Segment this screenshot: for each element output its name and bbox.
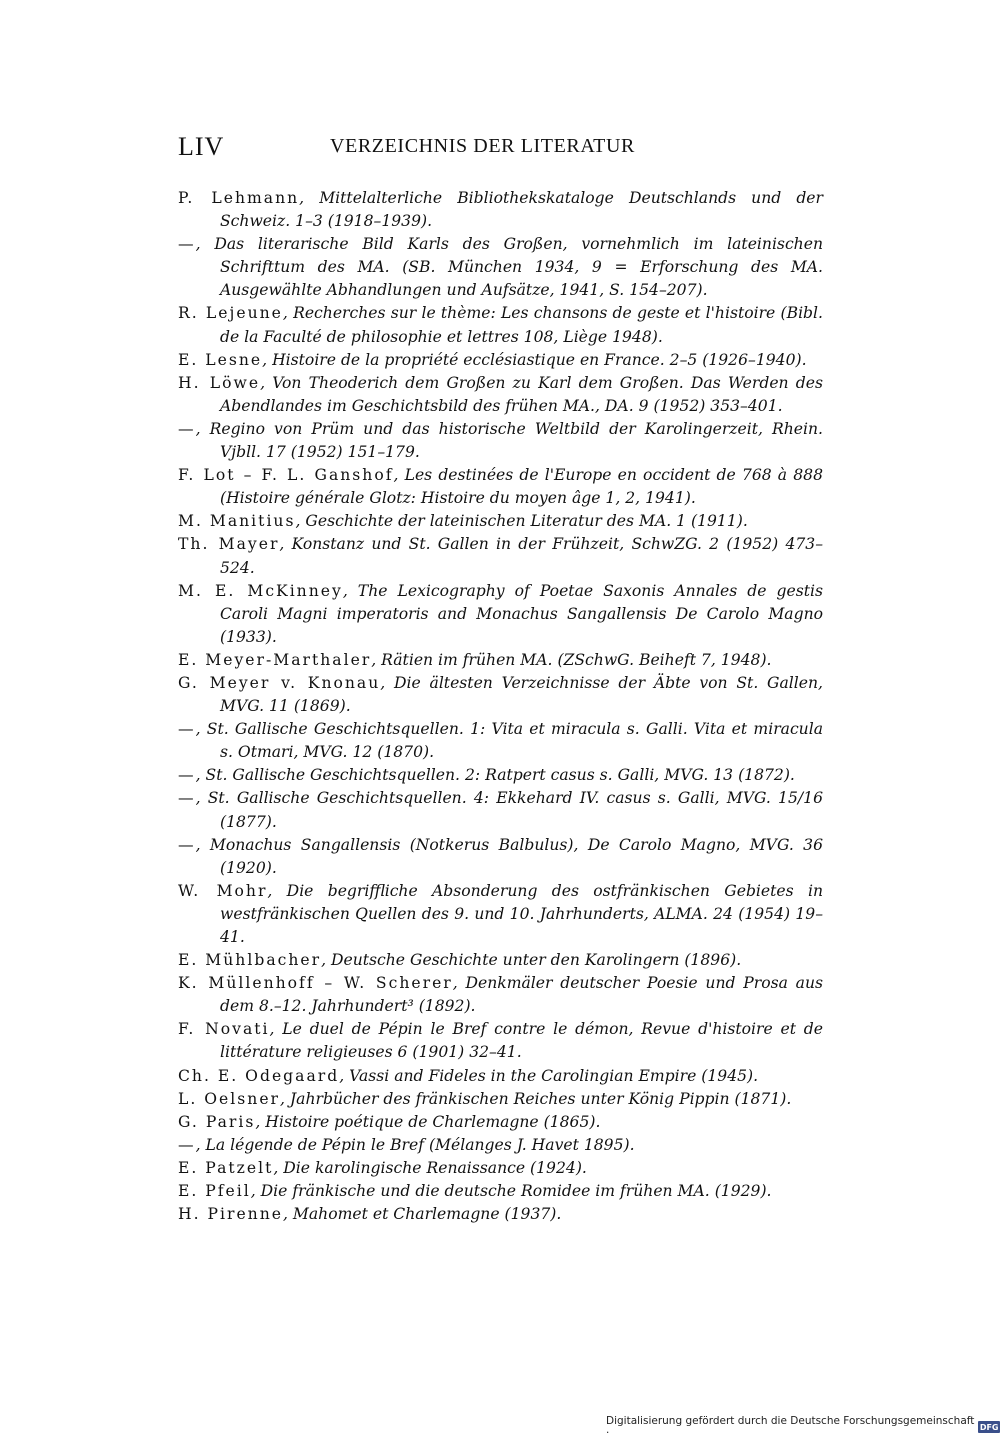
footer bbox=[606, 1415, 1000, 1439]
entry-citation: , Recherches sur le thème: Les chansons de geste et l'histoire (Bibl. de la Faculté de philosophie et lettres 108, Liège 1948). bbox=[220, 304, 823, 346]
running-title: VERZEICHNIS DER LITERATUR bbox=[330, 135, 635, 157]
entry-citation: , Die ältesten Verzeichnisse der Äbte von St. Gallen, MVG. 11 (1869). bbox=[220, 673, 824, 716]
page-number: LIV bbox=[178, 132, 225, 161]
entry-author: Th. Mayer bbox=[178, 535, 280, 554]
bibliography-entry bbox=[178, 672, 823, 718]
entry-citation: , The Lexicography of Poetae Saxonis Annales de gestis Caroli Magni imperatoris and Monachus Sangallensis De Carolo Magno (1933). bbox=[220, 581, 823, 646]
bibliography-entry bbox=[178, 187, 823, 233]
entry-citation: , Deutsche Geschichte unter den Karolingern (1896). bbox=[321, 951, 742, 970]
dfg-logo: DFG bbox=[979, 1422, 999, 1432]
entry-author: F. Lot – F. L. Ganshof bbox=[178, 466, 394, 485]
entry-author: E. Lesne bbox=[178, 350, 263, 369]
entry-author: R. Lejeune bbox=[178, 304, 283, 323]
bibliography-entry bbox=[178, 949, 823, 972]
entry-citation: , St. Gallische Geschichtsquellen. 1: Vita et miracula s. Galli. Vita et miracula s. Otmari, MVG. 12 (1870). bbox=[195, 720, 823, 762]
entry-author: Ch. E. Odegaard bbox=[178, 1066, 340, 1085]
entry-author: E. Patzelt bbox=[178, 1158, 274, 1177]
entry-author: G. Meyer v. Knonau bbox=[178, 673, 381, 692]
entry-citation: , Histoire de la propriété ecclésiastique en France. 2–5 (1926–1940). bbox=[262, 350, 807, 369]
entry-author: W. Mohr bbox=[178, 881, 268, 900]
bibliography-entry bbox=[178, 718, 823, 764]
entry-author: — bbox=[178, 766, 196, 785]
entry-author: E. Meyer-Marthaler bbox=[178, 650, 372, 669]
entry-citation: , Le duel de Pépin le Bref contre le démon, Revue d'histoire et de littérature religieuses 6 (1901) 32–41. bbox=[220, 1020, 823, 1062]
bibliography-entry bbox=[178, 649, 823, 672]
entry-author: E. Pfeil bbox=[178, 1182, 251, 1201]
bibliography-entry bbox=[178, 372, 823, 418]
bibliography-entry bbox=[178, 418, 823, 464]
entry-author: — bbox=[178, 720, 196, 739]
bibliography-entry bbox=[178, 302, 823, 348]
bibliography-entry bbox=[178, 1134, 823, 1157]
entry-citation: , Vassi and Fideles in the Carolingian Empire (1945). bbox=[339, 1066, 759, 1085]
entry-author: M. Manitius bbox=[178, 512, 296, 531]
entry-author: — bbox=[178, 1135, 196, 1154]
page-header bbox=[178, 132, 823, 164]
bibliography-entry bbox=[178, 1088, 823, 1111]
entry-citation: , St. Gallische Geschichtsquellen. 4: Ekkehard IV. casus s. Galli, MVG. 15/16 (1877). bbox=[195, 789, 823, 831]
entry-author: P. Lehmann bbox=[178, 189, 300, 207]
entry-author: — bbox=[178, 235, 196, 254]
bibliography-entry bbox=[178, 1157, 823, 1180]
entry-author: M. E. McKinney bbox=[178, 581, 343, 600]
entry-author: E. Mühlbacher bbox=[178, 951, 322, 970]
bibliography-entry bbox=[178, 1180, 823, 1203]
bibliography-entry bbox=[178, 233, 823, 302]
bibliography-list bbox=[178, 187, 823, 1226]
entry-author: — bbox=[178, 419, 196, 438]
entry-author: L. Oelsner bbox=[178, 1089, 280, 1108]
entry-citation: , Mittelalterliche Bibliothekskataloge Deutschlands und der Schweiz. 1–3 (1918–1939). bbox=[220, 189, 823, 231]
entry-author: K. Müllenhoff – W. Scherer bbox=[178, 974, 453, 993]
entry-citation: , Histoire poétique de Charlemagne (1865). bbox=[255, 1112, 601, 1131]
bibliography-entry bbox=[178, 1065, 823, 1088]
bibliography-entry bbox=[178, 580, 823, 649]
entry-author: — bbox=[178, 835, 196, 854]
bibliography-entry bbox=[178, 972, 823, 1018]
footer-credit: Digitalisierung gefördert durch die Deutsche Forschungsgemeinschaft · bbox=[606, 1415, 975, 1439]
entry-citation: , Konstanz und St. Gallen in der Frühzeit, SchwZG. 2 (1952) 473–524. bbox=[220, 535, 823, 577]
entry-author: H. Pirenne bbox=[178, 1205, 283, 1224]
entry-citation: , Les destinées de l'Europe en occident de 768 à 888 (Histoire générale Glotz: Histoire du moyen âge 1, 2, 1941). bbox=[220, 466, 823, 508]
entry-citation: , St. Gallische Geschichtsquellen. 2: Ratpert casus s. Galli, MVG. 13 (1872). bbox=[195, 766, 795, 785]
bibliography-entry bbox=[178, 510, 823, 533]
bibliography-entry bbox=[178, 764, 823, 787]
bibliography-entry bbox=[178, 1018, 823, 1064]
bibliography-entry bbox=[178, 1203, 823, 1226]
bibliography-entry bbox=[178, 1111, 823, 1134]
entry-citation: , Regino von Prüm und das historische Weltbild der Karolingerzeit, Rhein. Vjbll. 17 (1952) 151–179. bbox=[195, 419, 823, 462]
entry-citation: , Geschichte der lateinischen Literatur des MA. 1 (1911). bbox=[295, 512, 748, 531]
entry-citation: , Rätien im frühen MA. (ZSchwG. Beiheft 7, 1948). bbox=[371, 650, 772, 669]
bibliography-entry bbox=[178, 464, 823, 510]
bibliography-entry bbox=[178, 834, 823, 880]
bibliography-entry bbox=[178, 349, 823, 372]
entry-citation: , Das literarische Bild Karls des Großen, vornehmlich im lateinischen Schrifttum des MA. (SB. München 1934, 9 = Erforschung des MA. Ausgewählte Abhandlungen und Aufsätze, 1941, S. 154–207). bbox=[195, 235, 823, 300]
entry-author: — bbox=[178, 789, 196, 808]
entry-citation: , Jahrbücher des fränkischen Reiches unter König Pippin (1871). bbox=[280, 1089, 792, 1108]
entry-citation: , La légende de Pépin le Bref (Mélanges J. Havet 1895). bbox=[195, 1135, 635, 1154]
entry-citation: , Monachus Sangallensis (Notkerus Balbulus), De Carolo Magno, MVG. 36 (1920). bbox=[195, 835, 823, 877]
entry-citation: , Mahomet et Charlemagne (1937). bbox=[283, 1205, 562, 1224]
entry-author: H. Löwe bbox=[178, 373, 261, 392]
bibliography-entry bbox=[178, 787, 823, 833]
entry-citation: , Von Theoderich dem Großen zu Karl dem Großen. Das Werden des Abendlandes im Geschichtsbild des frühen MA., DA. 9 (1952) 353–401. bbox=[220, 373, 823, 415]
bibliography-entry bbox=[178, 533, 823, 579]
entry-author: F. Novati bbox=[178, 1020, 270, 1039]
entry-citation: , Die karolingische Renaissance (1924). bbox=[273, 1158, 587, 1177]
entry-citation: , Die fränkische und die deutsche Romidee im frühen MA. (1929). bbox=[250, 1182, 772, 1201]
entry-author: G. Paris bbox=[178, 1112, 256, 1131]
entry-citation: , Denkmäler deutscher Poesie und Prosa aus dem 8.–12. Jahrhundert³ (1892). bbox=[220, 974, 823, 1016]
entry-citation: , Die begriffliche Absonderung des ostfränkischen Gebietes in westfränkischen Quellen des 9. und 10. Jahrhunderts, ALMA. 24 (1954) 19–41. bbox=[220, 881, 823, 946]
bibliography-entry bbox=[178, 880, 823, 949]
